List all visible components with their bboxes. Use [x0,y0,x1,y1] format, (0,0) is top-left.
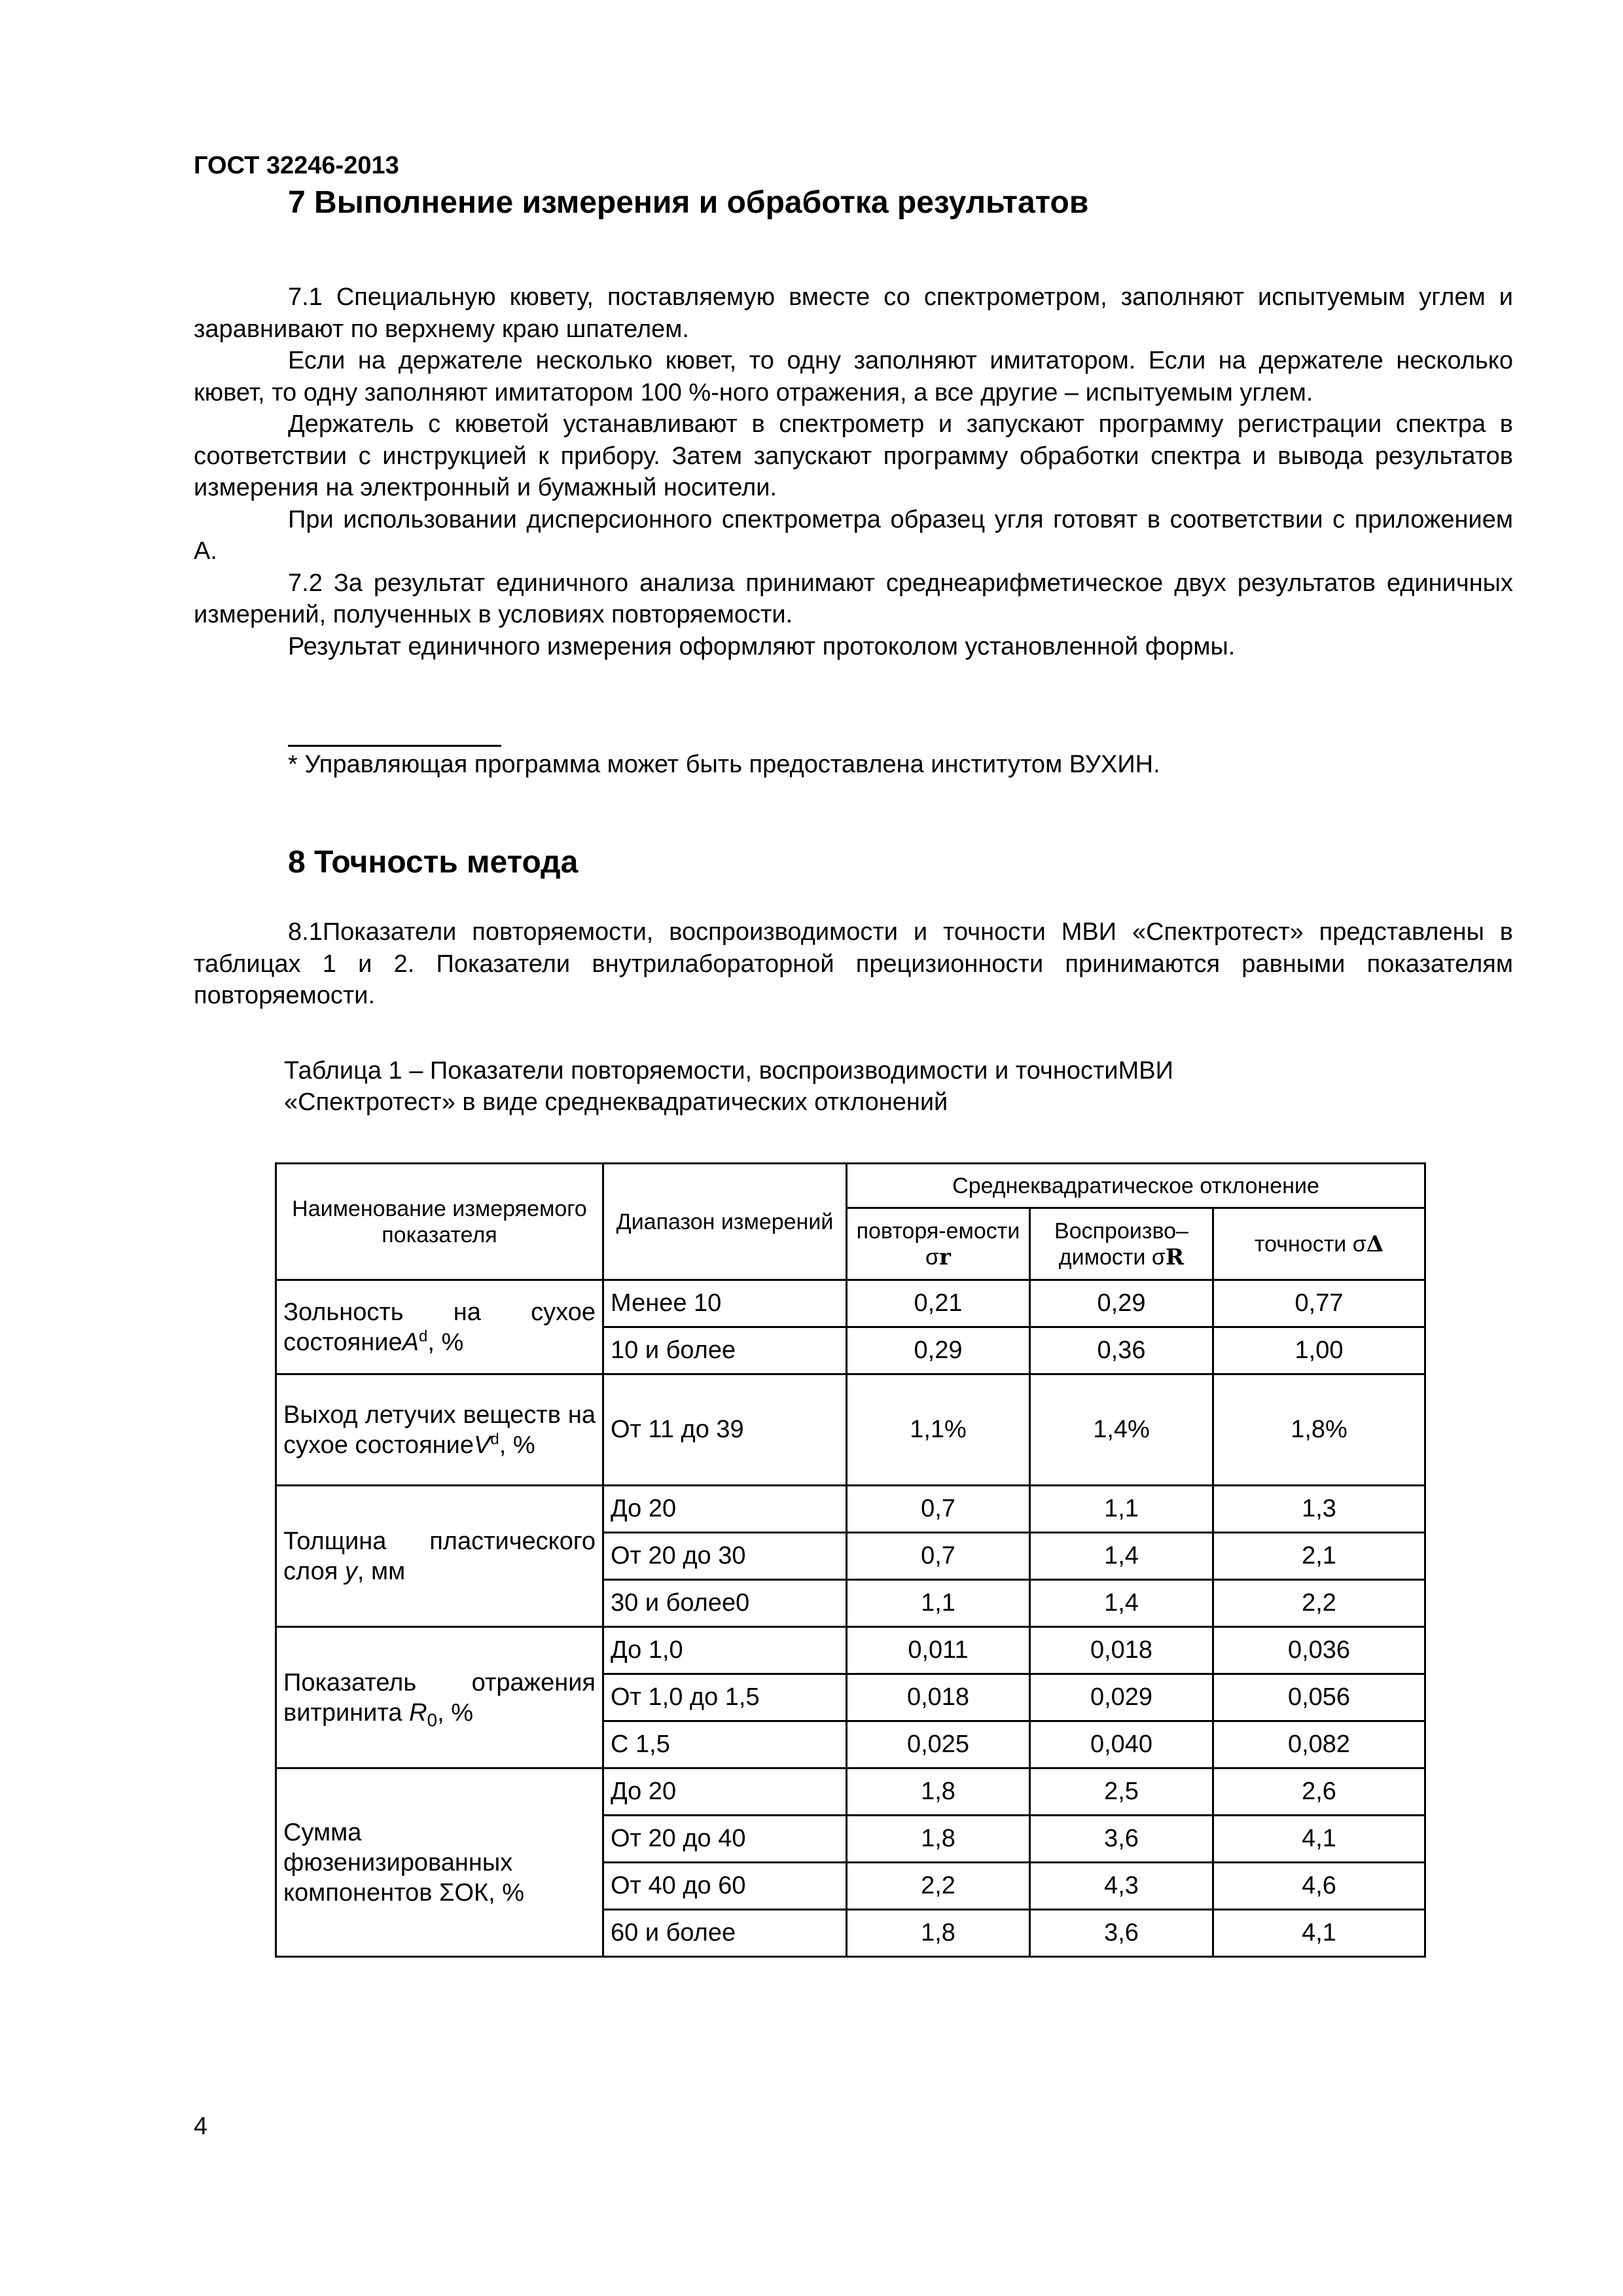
accuracy-cell: 0,056 [1213,1674,1425,1721]
reproducibility-cell: 0,36 [1030,1327,1213,1374]
caption-line: «Спектротест» в виде среднеквадратических отклонений [284,1088,948,1116]
table-row [276,1768,1425,1816]
section-8-body [194,916,1513,1012]
page-number: 4 [194,2113,208,2140]
header-reproducibility: Воспроизво–димости σR [1030,1208,1213,1280]
repeatability-cell: 0,29 [847,1327,1030,1374]
header-repeatability: повторя-емости σr [847,1208,1030,1280]
range-cell: До 1,0 [603,1627,847,1674]
indicator-name-cell: Показатель отражения витринита $R_0$, % [276,1627,603,1768]
reproducibility-cell: 0,029 [1030,1674,1213,1721]
paragraph: При использовании дисперсионного спектрометра образец угля готовят в соответствии с приложением А. [194,505,1513,565]
reproducibility-cell: 2,5 [1030,1768,1213,1816]
reproducibility-cell: 1,4 [1030,1533,1213,1580]
accuracy-cell: 1,3 [1213,1486,1425,1533]
indicator-name-cell: Толщина пластического слоя y, мм [276,1486,603,1627]
repeatability-cell: 0,018 [847,1674,1030,1721]
paragraph: 8.1Показатели повторяемости, воспроизводимости и точности МВИ «Спектротест» представлены в таблицах 1 и 2. Показатели внутрилабораторной прецизионности принимаются равными показателям повторяемости. [194,918,1513,1009]
repeatability-cell: 1,8 [847,1768,1030,1816]
repeatability-cell: 0,011 [847,1627,1030,1674]
reproducibility-cell: 1,1 [1030,1486,1213,1533]
repeatability-cell: 0,7 [847,1486,1030,1533]
reproducibility-cell: 4,3 [1030,1863,1213,1910]
reproducibility-cell: 1,4 [1030,1580,1213,1627]
document-code: ГОСТ 32246-2013 [194,152,399,179]
header-range: Диапазон измерений [603,1164,847,1280]
accuracy-cell: 4,1 [1213,1910,1425,1957]
indicator-name-cell: Сумма фюзенизированных компонентов ΣОК, % [276,1768,603,1957]
accuracy-cell: 2,1 [1213,1533,1425,1580]
range-cell: 30 и более0 [603,1580,847,1627]
header-accuracy: точности σΔ [1213,1208,1425,1280]
paragraph: 7.2 За результат единичного анализа принимают среднеарифметическое двух результатов единичных измерений, полученных в условиях повторяемости. [194,569,1513,628]
range-cell: От 20 до 30 [603,1533,847,1580]
range-cell: До 20 [603,1486,847,1533]
table-caption [284,1055,1173,1118]
range-cell: От 11 до 39 [603,1374,847,1486]
accuracy-cell: 2,2 [1213,1580,1425,1627]
accuracy-cell: 0,036 [1213,1627,1425,1674]
reproducibility-cell: 0,29 [1030,1280,1213,1327]
header-group: Среднеквадратическое отклонение [847,1164,1425,1208]
paragraph: Если на держателе несколько кювет, то одну заполняют имитатором. Если на держателе несколько кювет, то одну заполняют имитатором 100 %-ного отражения, а все другие – испытуемым углем. [194,347,1513,406]
range-cell: 10 и более [603,1327,847,1374]
accuracy-cell: 1,00 [1213,1327,1425,1374]
reproducibility-cell: 1,4% [1030,1374,1213,1486]
accuracy-cell: 0,082 [1213,1721,1425,1768]
range-cell: 60 и более [603,1910,847,1957]
paragraph: 7.1 Специальную кювету, поставляемую вместе со спектрометром, заполняют испытуемым углем и заравнивают по верхнему краю шпателем. [194,283,1513,343]
range-cell: С 1,5 [603,1721,847,1768]
table-header [276,1164,1425,1280]
table-row [276,1486,1425,1533]
accuracy-cell: 1,8% [1213,1374,1425,1486]
reproducibility-cell: 3,6 [1030,1910,1213,1957]
repeatability-cell: 0,21 [847,1280,1030,1327]
section-8-title: 8 Точность метода [288,845,579,880]
repeatability-cell: 1,8 [847,1910,1030,1957]
accuracy-cell: 4,6 [1213,1863,1425,1910]
repeatability-cell: 1,1 [847,1580,1030,1627]
range-cell: От 40 до 60 [603,1863,847,1910]
accuracy-cell: 4,1 [1213,1816,1425,1863]
section-7-title: 7 Выполнение измерения и обработка результатов [288,185,1089,220]
paragraph: Держатель с кюветой устанавливают в спектрометр и запускают программу регистрации спектра в соответствии с инструкцией к прибору. Затем запускают программу обработки спектра и вывода результатов измерения на электронный и бумажный носители. [194,410,1513,501]
repeatability-cell: 1,1% [847,1374,1030,1486]
range-cell: До 20 [603,1768,847,1816]
repeatability-cell: 2,2 [847,1863,1030,1910]
footnote: * Управляющая программа может быть предоставлена институтом ВУХИН. [288,751,1160,778]
table-row [276,1374,1425,1486]
table-body [276,1280,1425,1957]
caption-line: Таблица 1 – Показатели повторяемости, воспроизводимости и точностиМВИ [284,1057,1173,1085]
reproducibility-cell: 3,6 [1030,1816,1213,1863]
range-cell: От 20 до 40 [603,1816,847,1863]
section-7-body [194,281,1513,662]
range-cell: От 1,0 до 1,5 [603,1674,847,1721]
precision-table [275,1162,1426,1958]
paragraph: Результат единичного измерения оформляют протоколом установленной формы. [288,632,1236,660]
header-name: Наименование измеряемого показателя [276,1164,603,1280]
reproducibility-cell: 0,040 [1030,1721,1213,1768]
repeatability-cell: 1,8 [847,1816,1030,1863]
accuracy-cell: 2,6 [1213,1768,1425,1816]
repeatability-cell: 0,7 [847,1533,1030,1580]
table-row [276,1280,1425,1327]
accuracy-cell: 0,77 [1213,1280,1425,1327]
reproducibility-cell: 0,018 [1030,1627,1213,1674]
indicator-name-cell: Зольность на сухое состояниеA$^d$, % [276,1280,603,1374]
range-cell: Менее 10 [603,1280,847,1327]
footnote-divider [288,745,501,747]
table-row [276,1627,1425,1674]
indicator-name-cell: Выход летучих веществ на сухое состояниеV$^d$, % [276,1374,603,1486]
repeatability-cell: 0,025 [847,1721,1030,1768]
